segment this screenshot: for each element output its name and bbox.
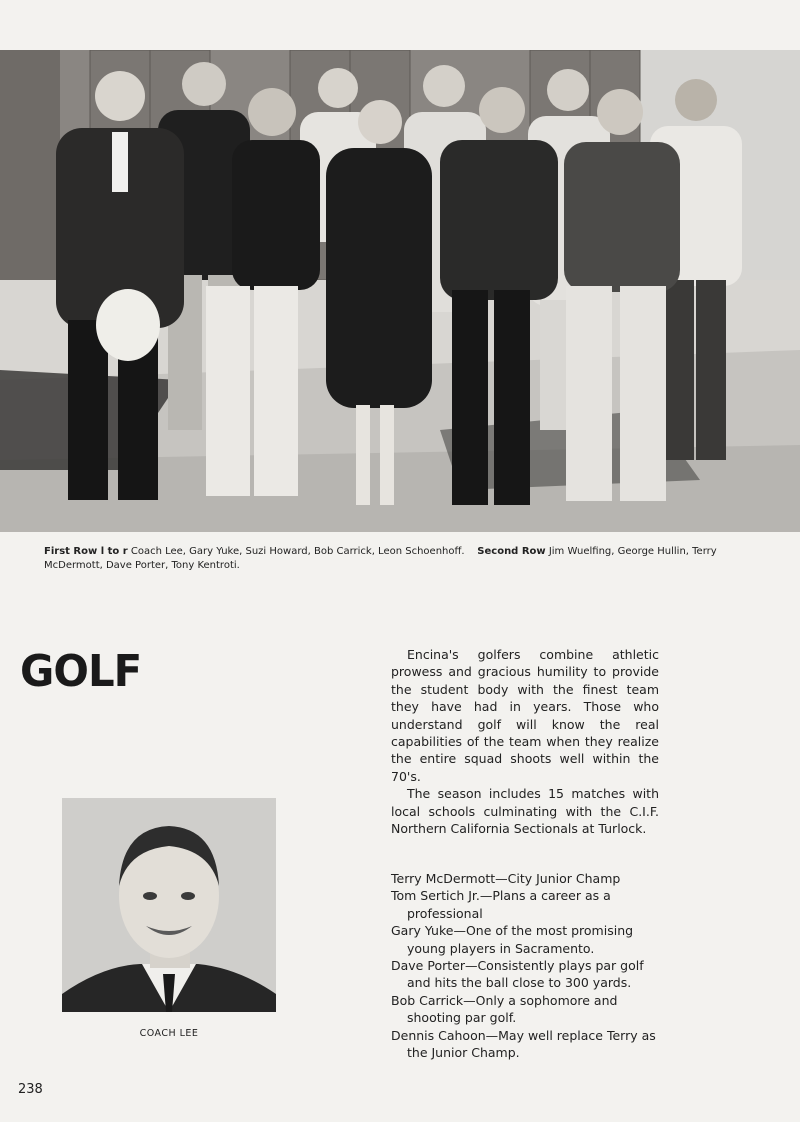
team-photo-illustration xyxy=(0,50,800,532)
player-item: Terry McDermott—City Junior Champ xyxy=(391,871,621,886)
page-number: 238 xyxy=(18,1082,43,1097)
section-title: GOLF xyxy=(20,646,142,697)
caption-row2-label: Second Row xyxy=(477,546,546,557)
player-item: Dave Porter—Consistently plays par golf and hits the ball close to 300 yards. xyxy=(391,958,644,991)
team-photo-caption xyxy=(44,545,756,573)
coach-portrait-illustration xyxy=(62,798,276,1012)
player-item: Tom Sertich Jr.—Plans a career as a professional xyxy=(391,888,611,921)
body-paragraph-2: The season includes 15 matches with local schools culminating with the C.I.F. Northern California Sectionals at Turlock. xyxy=(391,786,659,837)
coach-caption: COACH LEE xyxy=(139,1028,199,1039)
article-body xyxy=(391,646,659,837)
coach-photo xyxy=(62,798,276,1012)
caption-row2-names: Jim Wuelfing, George Hullin, Terry McDermott, Dave Porter, Tony Kentroti. xyxy=(44,546,717,571)
player-item: Gary Yuke—One of the most promising young players in Sacramento. xyxy=(391,923,634,956)
player-list xyxy=(391,870,661,1061)
body-paragraph-1: Encina's golfers combine athletic prowess and gracious humility to provide the student body with the finest team they have had in years. Those who understand golf will know the real capabilities of the team when they realize the entire squad shoots well within the 70's. xyxy=(391,647,659,784)
caption-row1-names: Coach Lee, Gary Yuke, Suzi Howard, Bob Carrick, Leon Schoenhoff. xyxy=(130,546,465,557)
player-item: Bob Carrick—Only a sophomore and shooting par golf. xyxy=(391,992,618,1026)
caption-row1-label: First Row l to r xyxy=(44,546,128,557)
team-photo xyxy=(0,50,800,532)
player-item: Dennis Cahoon—May well replace Terry as the Junior Champ. xyxy=(391,1027,656,1061)
